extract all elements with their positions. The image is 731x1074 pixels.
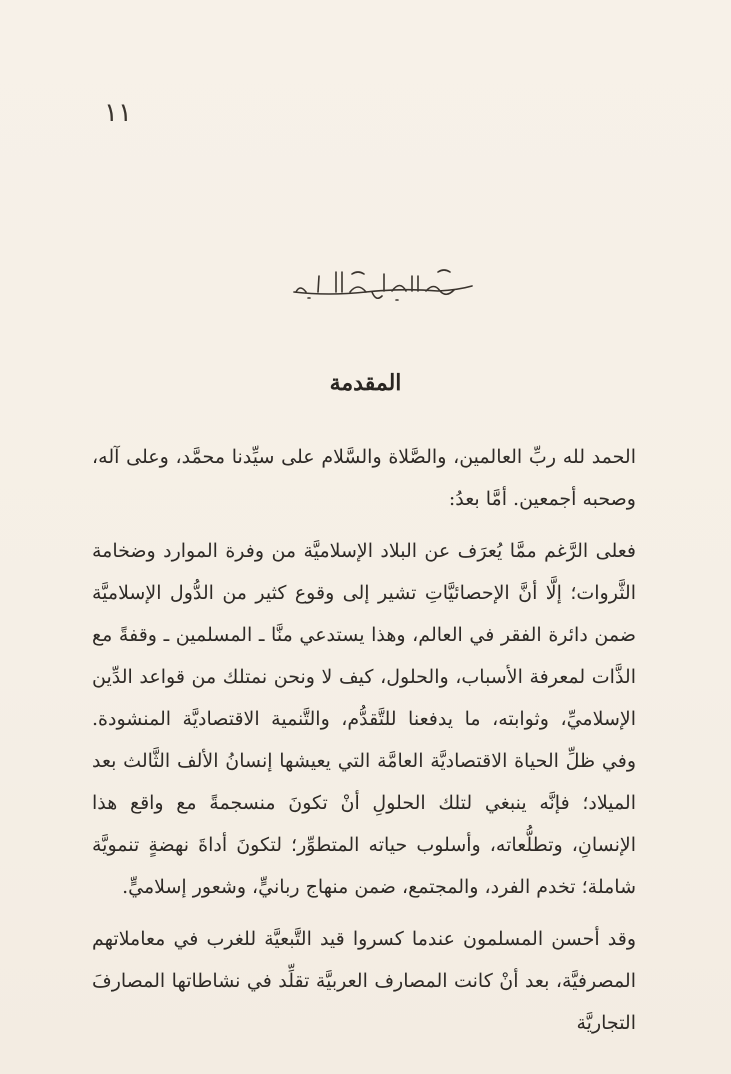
basmala-calligraphy <box>288 262 478 306</box>
paragraph-3: وقد أحسن المسلمون عندما كسروا قيد التَّبعيَّة للغرب في معاملاتهم المصرفيَّة، بعد أنْ كانت المصارف العربيَّة تقلِّد في نشاطاتها المصارفَ التجاريَّة <box>92 928 636 1034</box>
body-text <box>92 436 636 1044</box>
paragraph-2: فعلى الرَّغم ممَّا يُعرَف عن البلاد الإسلاميَّة من وفرة الموارد وضخامة الثَّروات؛ إلَّا أنَّ الإحصائيَّاتِ تشير إلى وقوع كثير من الدُّول الإسلاميَّة ضمن دائرة الفقر في العالم، وهذا يستدعي منَّا ـ المسلمين ـ وقفةً مع الذَّات لمعرفة الأسباب، والحلول، كيف لا ونحن نمتلك من قواعد الدِّين الإسلاميِّ، وثوابته، ما يدفعنا للتَّقدُّم، والتَّنمية الاقتصاديَّة المنشودة. وفي ظلِّ الحياة الاقتصاديَّة العامَّة التي يعيشها إنسانُ الألف الثَّالث بعد الميلاد؛ فإنَّه ينبغي لتلك الحلولِ أنْ تكونَ منسجمةً مع واقع هذا الإنسانِ، وتطلُّعاته، وأسلوب حياته المتطوِّر؛ لتكونَ أداةَ نهضةٍ تنمويَّة شاملة؛ تخدم الفرد، والمجتمع، ضمن منهاج ربانيٍّ، وشعور إسلاميٍّ. <box>92 540 637 898</box>
page-number: ١١ <box>104 98 132 128</box>
paragraph-1: الحمد لله ربِّ العالمين، والصَّلاة والسَّلام على سيِّدنا محمَّد، وعلى آله، وصحبه أجمعين. أمَّا بعدُ: <box>92 446 636 510</box>
section-heading: المقدمة <box>329 370 402 396</box>
basmala-text: بسم الله الرحمن الرحيم <box>377 302 389 303</box>
